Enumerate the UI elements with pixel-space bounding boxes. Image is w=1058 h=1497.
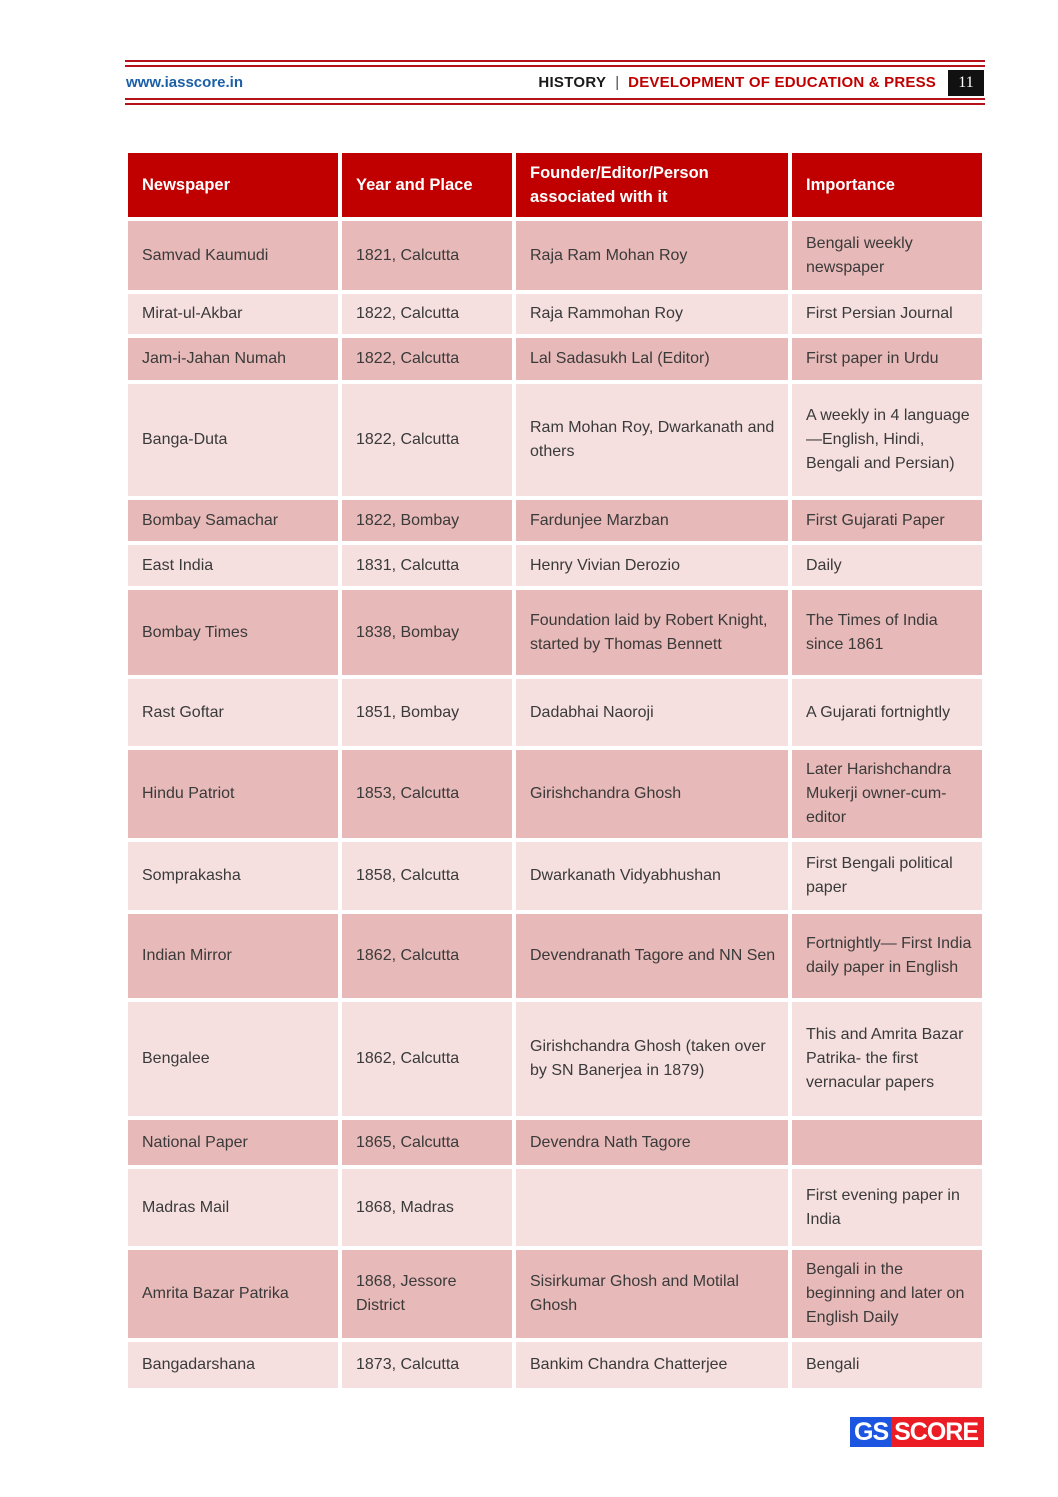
cell-importance: Bengali in the beginning and later on English Daily — [792, 1250, 982, 1338]
cell-importance: Daily — [792, 545, 982, 586]
cell-founder: Raja Rammohan Roy — [516, 294, 788, 334]
cell-newspaper: Rast Goftar — [128, 679, 338, 746]
cell-importance: First Bengali political paper — [792, 842, 982, 910]
cell-newspaper: Samvad Kaumudi — [128, 221, 338, 290]
table-header-row — [128, 153, 982, 217]
cell-year-place: 1868, Jessore District — [342, 1250, 512, 1338]
cell-newspaper: Bombay Samachar — [128, 500, 338, 541]
cell-founder: Fardunjee Marzban — [516, 500, 788, 541]
cell-importance: First paper in Urdu — [792, 338, 982, 380]
cell-year-place: 1838, Bombay — [342, 590, 512, 675]
cell-newspaper: Somprakasha — [128, 842, 338, 910]
table-row — [128, 294, 982, 334]
cell-year-place: 1821, Calcutta — [342, 221, 512, 290]
table-row — [128, 1169, 982, 1246]
cell-founder: Foundation laid by Robert Knight, started by Thomas Bennett — [516, 590, 788, 675]
cell-importance: Bengali — [792, 1342, 982, 1388]
cell-newspaper: Bombay Times — [128, 590, 338, 675]
logo-score-segment: SCORE — [891, 1417, 984, 1447]
column-header-importance: Importance — [792, 153, 982, 217]
cell-founder — [516, 1169, 788, 1246]
cell-founder: Henry Vivian Derozio — [516, 545, 788, 586]
cell-importance: This and Amrita Bazar Patrika- the first vernacular papers — [792, 1002, 982, 1116]
cell-year-place: 1822, Calcutta — [342, 338, 512, 380]
subject-label: HISTORY — [538, 74, 607, 91]
cell-year-place: 1822, Calcutta — [342, 294, 512, 334]
cell-founder: Ram Mohan Roy, Dwarkanath and others — [516, 384, 788, 496]
cell-year-place: 1822, Bombay — [342, 500, 512, 541]
chapter-title: DEVELOPMENT OF EDUCATION & PRESS — [628, 74, 936, 91]
cell-year-place: 1858, Calcutta — [342, 842, 512, 910]
site-url: www.iasscore.in — [126, 74, 243, 91]
cell-newspaper: Mirat-ul-Akbar — [128, 294, 338, 334]
cell-founder: Girishchandra Ghosh — [516, 750, 788, 838]
cell-founder: Girishchandra Ghosh (taken over by SN Banerjea in 1879) — [516, 1002, 788, 1116]
cell-year-place: 1868, Madras — [342, 1169, 512, 1246]
cell-founder: Devendra Nath Tagore — [516, 1120, 788, 1165]
cell-importance: Later Harishchandra Mukerji owner-cum-editor — [792, 750, 982, 838]
table-row — [128, 590, 982, 675]
cell-year-place: 1853, Calcutta — [342, 750, 512, 838]
cell-newspaper: Madras Mail — [128, 1169, 338, 1246]
column-header-founder: Founder/Editor/Person associated with it — [516, 153, 788, 217]
cell-newspaper: Bangadarshana — [128, 1342, 338, 1388]
newspapers-table — [124, 149, 986, 1392]
table-row — [128, 384, 982, 496]
header-right — [538, 70, 984, 96]
table-row — [128, 1250, 982, 1338]
column-header-year-place: Year and Place — [342, 153, 512, 217]
cell-year-place: 1831, Calcutta — [342, 545, 512, 586]
cell-newspaper: Hindu Patriot — [128, 750, 338, 838]
cell-founder: Sisirkumar Ghosh and Motilal Ghosh — [516, 1250, 788, 1338]
page-number-badge: 11 — [948, 70, 984, 96]
table-row — [128, 500, 982, 541]
cell-importance: Bengali weekly newspaper — [792, 221, 982, 290]
table-row — [128, 679, 982, 746]
cell-year-place: 1822, Calcutta — [342, 384, 512, 496]
cell-newspaper: Bengalee — [128, 1002, 338, 1116]
cell-importance: The Times of India since 1861 — [792, 590, 982, 675]
table-row — [128, 1342, 982, 1388]
cell-newspaper: Amrita Bazar Patrika — [128, 1250, 338, 1338]
cell-founder: Dadabhai Naoroji — [516, 679, 788, 746]
cell-year-place: 1862, Calcutta — [342, 1002, 512, 1116]
table-row — [128, 545, 982, 586]
page-header — [125, 60, 985, 105]
cell-importance: A weekly in 4 language—English, Hindi, Bengali and Persian) — [792, 384, 982, 496]
header-top-rule — [125, 60, 985, 67]
table-row — [128, 914, 982, 998]
cell-importance: A Gujarati fortnightly — [792, 679, 982, 746]
cell-importance — [792, 1120, 982, 1165]
header-row — [125, 67, 985, 98]
table-row — [128, 842, 982, 910]
cell-founder: Lal Sadasukh Lal (Editor) — [516, 338, 788, 380]
column-header-newspaper: Newspaper — [128, 153, 338, 217]
header-bottom-rule — [125, 98, 985, 105]
cell-founder: Bankim Chandra Chatterjee — [516, 1342, 788, 1388]
table-row — [128, 1002, 982, 1116]
cell-founder: Devendranath Tagore and NN Sen — [516, 914, 788, 998]
gsscore-logo — [850, 1417, 984, 1447]
cell-newspaper: Jam-i-Jahan Numah — [128, 338, 338, 380]
cell-founder: Raja Ram Mohan Roy — [516, 221, 788, 290]
cell-year-place: 1851, Bombay — [342, 679, 512, 746]
cell-newspaper: Banga-Duta — [128, 384, 338, 496]
cell-founder: Dwarkanath Vidyabhushan — [516, 842, 788, 910]
cell-importance: Fortnightly— First India daily paper in English — [792, 914, 982, 998]
cell-newspaper: Indian Mirror — [128, 914, 338, 998]
table-row — [128, 1120, 982, 1165]
cell-year-place: 1873, Calcutta — [342, 1342, 512, 1388]
table-row — [128, 750, 982, 838]
table-row — [128, 221, 982, 290]
cell-newspaper: National Paper — [128, 1120, 338, 1165]
logo-gs-segment: GS — [850, 1417, 891, 1447]
cell-year-place: 1865, Calcutta — [342, 1120, 512, 1165]
cell-importance: First Gujarati Paper — [792, 500, 982, 541]
cell-importance: First Persian Journal — [792, 294, 982, 334]
cell-year-place: 1862, Calcutta — [342, 914, 512, 998]
table-row — [128, 338, 982, 380]
separator: | — [615, 74, 620, 91]
cell-newspaper: East India — [128, 545, 338, 586]
cell-importance: First evening paper in India — [792, 1169, 982, 1246]
